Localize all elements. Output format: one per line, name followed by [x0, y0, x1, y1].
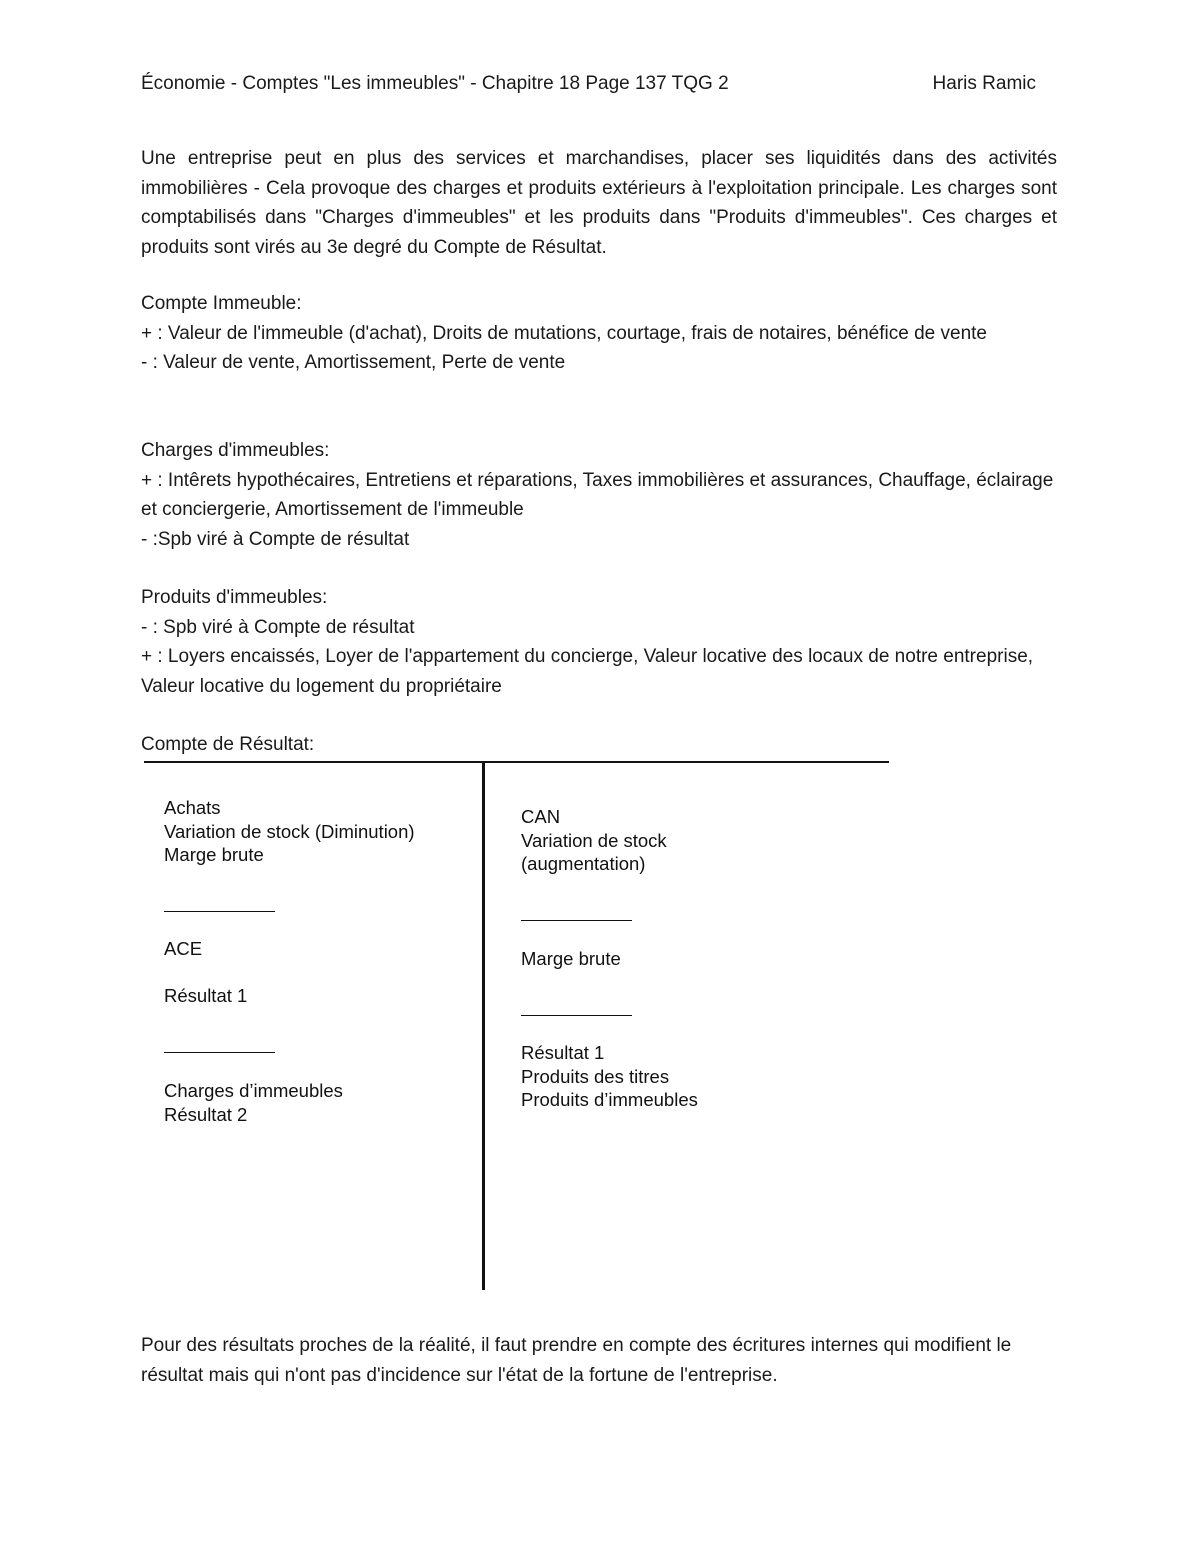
t-account-center-rule	[482, 763, 485, 1290]
t-right-marge	[521, 947, 621, 971]
t-left-ace	[164, 937, 202, 961]
t-left-group-3	[164, 1079, 343, 1126]
t-entry: Résultat 1	[521, 1042, 605, 1063]
charges-immeubles-section	[141, 436, 1061, 554]
t-left-group-1	[164, 796, 415, 867]
t-entry: Résultat 2	[164, 1103, 248, 1125]
t-entry: Résultat 1	[164, 985, 248, 1006]
t-entry: Variation de stock (Diminution)	[164, 820, 415, 842]
section-title: Compte Immeuble:	[141, 293, 302, 314]
t-entry: Variation de stock	[521, 829, 667, 851]
t-left-subtotal-rule-1	[164, 911, 275, 912]
t-account-top-rule	[144, 761, 889, 763]
page-header	[141, 72, 1036, 96]
t-entry: Charges d’immeubles	[164, 1080, 343, 1101]
t-entry: (augmentation)	[521, 853, 646, 874]
section-title: Compte de Résultat:	[141, 734, 315, 755]
debit-line: + : Intêrets hypothécaires, Entretiens et réparations, Taxes immobilières et assurances, Chauffage, éclairage et conciergerie, Amortissement de l'immeuble	[141, 469, 1054, 520]
t-entry: Marge brute	[521, 948, 621, 969]
debit-line: + : Valeur de l'immeuble (d'achat), Droits de mutations, courtage, frais de notaires, bénéfice de vente	[141, 322, 987, 344]
t-entry: Marge brute	[164, 844, 264, 865]
t-entry: Produits d’immeubles	[521, 1089, 698, 1110]
t-entry: Achats	[164, 797, 221, 818]
author-name: Haris Ramic	[932, 73, 1036, 94]
intro-paragraph: Une entreprise peut en plus des services et marchandises, placer ses liquidités dans des activités immobilières - Cela provoque des charges et produits extérieurs à l'exploitation principale. Les charges sont comptabilisés dans "Charges d'immeubles" et les produits dans "Produits d'immeubles". Ces charges et produits sont virés au 3e degré du Compte de Résultat.	[141, 148, 1057, 258]
t-entry: CAN	[521, 806, 561, 827]
compte-resultat-title	[141, 730, 1061, 760]
document-title: Économie - Comptes "Les immeubles" - Chapitre 18 Page 137 TQG 2	[141, 73, 729, 94]
debit-line: + : Loyers encaissés, Loyer de l'appartement du concierge, Valeur locative des locaux de notre entreprise, Valeur locative du logement du propriétaire	[141, 646, 1034, 697]
compte-immeuble-section	[141, 289, 1061, 378]
t-right-subtotal-rule-1	[521, 920, 632, 921]
produits-immeubles-section	[141, 583, 1061, 701]
t-right-group-3	[521, 1041, 698, 1112]
section-title: Charges d'immeubles:	[141, 440, 330, 461]
t-right-subtotal-rule-2	[521, 1015, 632, 1016]
t-left-subtotal-rule-2	[164, 1052, 275, 1053]
section-title: Produits d'immeubles:	[141, 587, 328, 608]
t-entry: ACE	[164, 938, 203, 959]
credit-line: - : Spb viré à Compte de résultat	[141, 616, 415, 638]
footer-paragraph: Pour des résultats proches de la réalité, il faut prendre en compte des écritures internes qui modifient le résultat mais qui n'ont pas d'incidence sur l'état de la fortune de l'entreprise.	[141, 1335, 1012, 1386]
t-entry: Produits des titres	[521, 1065, 670, 1087]
credit-line: - :Spb viré à Compte de résultat	[141, 528, 410, 550]
credit-line: - : Valeur de vente, Amortissement, Perte de vente	[141, 352, 566, 373]
t-right-group-1	[521, 805, 667, 876]
t-left-resultat-1	[164, 984, 247, 1008]
